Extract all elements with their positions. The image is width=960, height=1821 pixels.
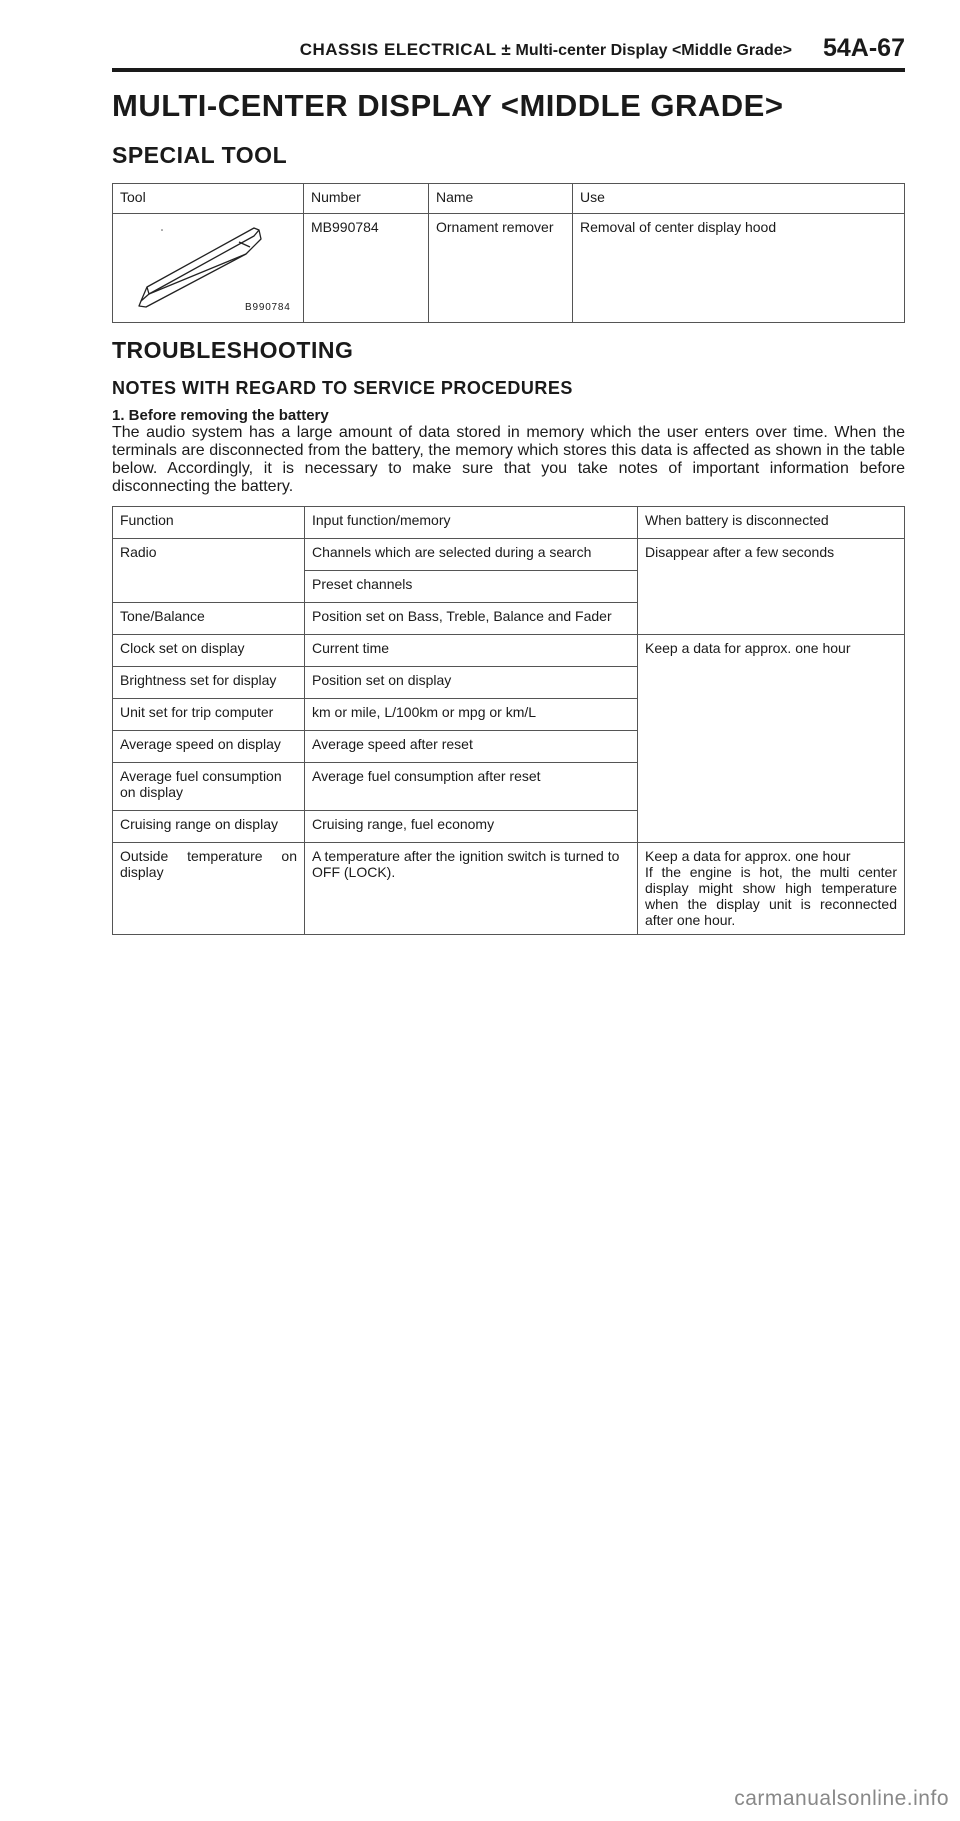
input-cell: Preset channels [305,571,638,603]
page-title: MULTI-CENTER DISPLAY <MIDDLE GRADE> [112,88,784,123]
result-cell: Disappear after a few seconds [638,539,905,635]
result-note: If the engine is hot, the multi center display might show high temperature when the display unit is reconnected after one hour. [645,864,897,928]
function-cell: Average speed on display [113,731,305,763]
function-cell: Outside temperature on display [113,843,305,935]
column-header: Input function/memory [305,507,638,539]
illustration-label: B990784 [245,302,291,313]
function-cell: Tone/Balance [113,603,305,635]
separator-glyph: ± [501,40,511,59]
input-cell: A temperature after the ignition switch is turned to OFF (LOCK). [305,843,638,935]
column-header: Name [429,184,573,214]
column-header: Tool [113,184,304,214]
step-title: 1. Before removing the battery [112,407,329,424]
page-number: 54A-67 [823,34,905,62]
function-cell: Average fuel consumption on display [113,763,305,811]
column-header: Number [304,184,429,214]
result-cell [638,843,905,935]
table-row [113,214,905,323]
input-cell: Position set on Bass, Treble, Balance and Fader [305,603,638,635]
input-cell: Cruising range, fuel economy [305,811,638,843]
result-cell: Keep a data for approx. one hour [638,635,905,843]
function-cell: Clock set on display [113,635,305,667]
table-header-row [113,507,905,539]
input-cell: km or mile, L/100km or mpg or km/L [305,699,638,731]
tool-illustration-cell [113,214,304,323]
special-tool-table [112,183,905,323]
watermark-footer: carmanualsonline.info [734,1787,949,1810]
subsection-name: Multi-center Display <Middle Grade> [515,42,792,59]
memory-table [112,506,905,935]
tool-number: MB990784 [304,214,429,323]
column-header: When battery is disconnected [638,507,905,539]
function-cell: Cruising range on display [113,811,305,843]
notes-heading: NOTES WITH REGARD TO SERVICE PROCEDURES [112,378,573,398]
input-cell: Average speed after reset [305,731,638,763]
function-cell: Brightness set for display [113,667,305,699]
input-cell: Current time [305,635,638,667]
troubleshooting-heading: TROUBLESHOOTING [112,337,354,363]
table-row [113,539,905,571]
input-cell: Position set on display [305,667,638,699]
input-cell: Average fuel consumption after reset [305,763,638,811]
column-header: Function [113,507,305,539]
function-cell: Radio [113,539,305,603]
table-header-row [113,184,905,214]
section-name: CHASSIS ELECTRICAL [299,40,497,59]
notes-paragraph: The audio system has a large amount of data stored in memory which the user enters over time. When the terminals are disconnected from the battery, the memory which stores this data is affected as shown in the table below. Accordingly, it is necessary to make sure that you take notes of important information before disconnecting the battery. [112,424,905,495]
special-tool-heading: SPECIAL TOOL [112,142,288,168]
result-line: Keep a data for approx. one hour [645,848,851,864]
table-row [113,843,905,935]
breadcrumb [300,40,792,60]
tool-use: Removal of center display hood [573,214,905,323]
column-header: Use [573,184,905,214]
input-cell: Channels which are selected during a search [305,539,638,571]
page-header [112,0,905,72]
manual-page [112,0,905,935]
tool-name: Ornament remover [429,214,573,323]
table-row [113,635,905,667]
function-cell: Unit set for trip computer [113,699,305,731]
